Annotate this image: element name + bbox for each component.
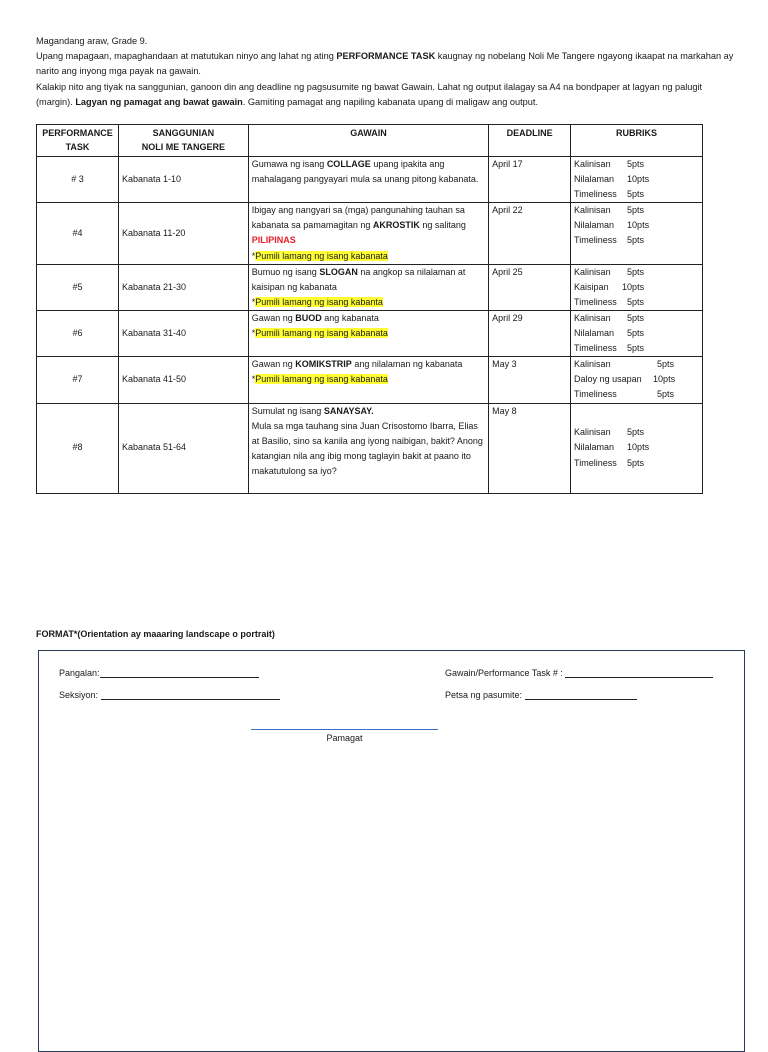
performance-task-table: [36, 124, 703, 494]
format-heading: FORMAT*(Orientation ay maaaring landscape o portrait): [36, 629, 275, 639]
task-deadline: May 3: [489, 357, 571, 403]
intro-p2-bold: Lagyan ng pamagat ang bawat gawain: [75, 96, 243, 107]
task-deadline: April 25: [489, 264, 571, 310]
format-template-frame: [38, 650, 745, 1052]
date-label: Petsa ng pasumite:: [445, 690, 525, 700]
table-row: [37, 357, 703, 403]
header-deadline: DEADLINE: [489, 125, 571, 157]
section-field: [59, 689, 280, 700]
task-number: # 3: [37, 157, 119, 203]
greeting: Magandang araw, Grade 9.: [36, 36, 148, 46]
intro-text: [36, 34, 736, 110]
task-number: #4: [37, 203, 119, 264]
table-header-row: [37, 125, 703, 157]
date-blank-line: [525, 689, 637, 700]
intro-p1-text-a: Upang mapagaan, mapaghandaan at matutukan ninyo ang lahat ng ating: [36, 51, 337, 62]
task-rubrics: Kalinisan 5pts Nilalaman 10pts Timeliness 5pts: [571, 157, 703, 203]
task-number: #7: [37, 357, 119, 403]
section-blank-line: [101, 689, 280, 700]
task-number: #6: [37, 310, 119, 356]
task-activity: Sumulat ng isang SANAYSAY. Mula sa mga tauhang sina Juan Crisostomo Ibarra, Elias at Basilio, sino sa kanila ang iyong naibigan, bakit? Anong katangian nila ang ibig mong taglayin bakit at paano ito makatutulong sa iyo?: [248, 403, 488, 493]
title-label: Pamagat: [326, 733, 363, 743]
task-rubrics: Kalinisan 5pts Nilalaman 5pts Timeliness 5pts: [571, 310, 703, 356]
date-field: [445, 689, 637, 700]
task-reference: Kabanata 41-50: [118, 357, 248, 403]
intro-paragraph-2: [36, 80, 736, 110]
task-deadline: May 8: [489, 403, 571, 493]
header-reference: SANGGUNIAN NOLI ME TANGERE: [118, 125, 248, 157]
task-rubrics: Kalinisan 5pts Nilalaman 10pts Timeliness 5pts: [571, 403, 703, 493]
task-reference: Kabanata 21-30: [118, 264, 248, 310]
task-number: #5: [37, 264, 119, 310]
task-number-field: [445, 667, 713, 678]
task-deadline: April 22: [489, 203, 571, 264]
table-row: [37, 203, 703, 264]
table-row: [37, 264, 703, 310]
task-reference: Kabanata 11-20: [118, 203, 248, 264]
header-task: PERFORMANCE TASK: [37, 125, 119, 157]
task-reference: Kabanata 51-64: [118, 403, 248, 493]
intro-p2-text-c: . Gamiting pamagat ang napiling kabanata upang di maligaw ang output.: [242, 96, 538, 107]
task-activity: Gumawa ng isang COLLAGE upang ipakita ang mahalagang pangyayari mula sa unang pitong kabanata.: [248, 157, 488, 203]
task-rubrics: Kalinisan 5pts Daloy ng usapan 10pts Timeliness 5pts: [571, 357, 703, 403]
section-label: Seksiyon:: [59, 690, 101, 700]
task-rubrics: Kalinisan 5pts Kaisipan 10pts Timeliness 5pts: [571, 264, 703, 310]
task-activity: Ibigay ang nangyari sa (mga) pangunahing tauhan sa kabanata sa pamamagitan ng AKROSTIK ng salitang PILIPINAS *Pumili lamang ng isang kabanata: [248, 203, 488, 264]
intro-p1-text-c: kaugnay ng nobelang Noli Me Tangere ngayong ikaapat na markahan ay narito ang inyong mga payak na gawain.: [36, 51, 734, 77]
name-field: [59, 667, 259, 678]
task-rubrics: Kalinisan 5pts Nilalaman 10pts Timeliness 5pts: [571, 203, 703, 264]
task-deadline: April 29: [489, 310, 571, 356]
name-blank-line: [100, 667, 259, 678]
task-activity: Bumuo ng isang SLOGAN na angkop sa nilalaman at kaisipan ng kabanata *Pumili lamang ng isang kabanta: [248, 264, 488, 310]
task-activity: Gawan ng BUOD ang kabanata *Pumili lamang ng isang kabanata: [248, 310, 488, 356]
task-reference: Kabanata 31-40: [118, 310, 248, 356]
task-number: #8: [37, 403, 119, 493]
task-deadline: April 17: [489, 157, 571, 203]
header-rubrics: RUBRIKS: [571, 125, 703, 157]
task-activity: Gawan ng KOMIKSTRIP ang nilalaman ng kabanata *Pumili lamang ng isang kabanata: [248, 357, 488, 403]
name-label: Pangalan:: [59, 668, 100, 678]
header-activity: GAWAIN: [248, 125, 488, 157]
title-blank-line: [251, 729, 438, 730]
table-row: [37, 157, 703, 203]
intro-p2-text-a: Kalakip nito ang tiyak na sanggunian, ganoon din ang deadline ng pagsusumite ng bawat Gawain. Lahat ng output ilalagay sa A4 na bondpaper at lagyan ng palugit (margin).: [36, 81, 703, 107]
intro-p1-bold: PERFORMANCE TASK: [336, 51, 436, 62]
task-number-label: Gawain/Performance Task # :: [445, 668, 566, 678]
table-row: [37, 310, 703, 356]
table-row: [37, 403, 703, 493]
task-reference: Kabanata 1-10: [118, 157, 248, 203]
intro-paragraph-1: [36, 49, 736, 79]
task-number-blank-line: [565, 667, 713, 678]
